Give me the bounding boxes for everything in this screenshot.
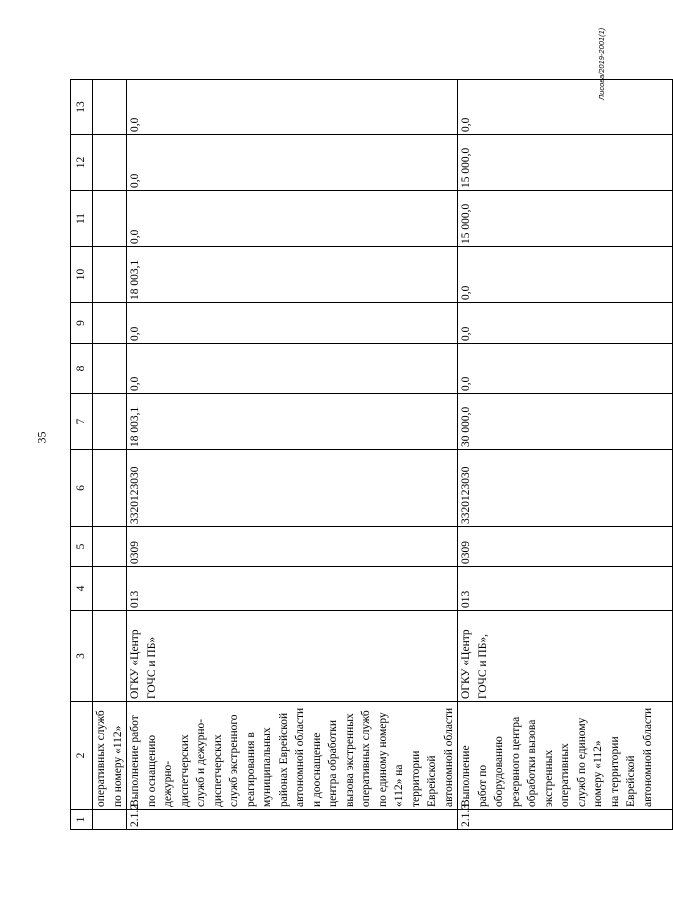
continuation-row — [93, 80, 127, 830]
column-number: 5 — [71, 527, 93, 567]
executor — [127, 611, 458, 702]
text-line: «112» на — [393, 764, 405, 807]
row-number: 2.1.3 — [458, 810, 673, 830]
cell-c9: 0,0 — [127, 303, 458, 344]
budget-table-rotated — [70, 80, 654, 830]
executor — [458, 611, 673, 702]
cell-c12: 15 000,0 — [458, 135, 673, 191]
column-number: 7 — [71, 394, 93, 450]
text-line: районах Еврейской — [277, 712, 290, 807]
measure-title — [127, 702, 458, 810]
column-number-row — [71, 80, 93, 830]
text-line: и дооснащение — [310, 732, 323, 807]
text-line: Выполнение работ — [129, 715, 141, 807]
cell-c9: 0,0 — [458, 303, 673, 344]
text-line: центра обработки — [327, 720, 339, 807]
text-line: реагирования в — [244, 732, 257, 807]
text-line: Еврейской — [625, 755, 637, 807]
text-line: автономной области — [294, 707, 306, 807]
text-line: оперативных — [559, 743, 571, 807]
text-line: обработки вызова — [526, 719, 538, 807]
measure-title — [458, 702, 673, 810]
text-line: служб по единому — [575, 717, 588, 807]
cell-c11: 0,0 — [127, 191, 458, 247]
row-number: 2.1.2 — [127, 810, 458, 830]
text-line: диспетчерских — [178, 734, 191, 807]
cell-c13: 0,0 — [458, 80, 673, 135]
column-number: 6 — [71, 450, 93, 527]
column-number: 10 — [71, 247, 93, 303]
text-line: оборудованию — [493, 736, 505, 807]
text-line: ОГКУ «Центр — [460, 629, 472, 699]
text-line: резервного центра — [509, 716, 522, 807]
text-line: территории — [409, 750, 422, 807]
cell-c4: 013 — [458, 567, 673, 611]
column-number: 12 — [71, 135, 93, 191]
column-number: 11 — [71, 191, 93, 247]
cell-c5: 0309 — [127, 527, 458, 567]
column-number: 13 — [71, 80, 93, 135]
cell-c10: 0,0 — [458, 247, 673, 303]
text-line: оперативных служб — [360, 710, 372, 807]
cell-c6: 3320123030 — [127, 450, 458, 527]
continuation-text — [93, 702, 127, 810]
column-number: 8 — [71, 344, 93, 394]
text-line: оперативных служб — [95, 710, 107, 807]
text-line: ГОЧС и ПБ» — [145, 636, 158, 699]
table-row — [458, 80, 673, 830]
cell-c5: 0309 — [458, 527, 673, 567]
table-row — [127, 80, 458, 830]
column-number: 1 — [71, 810, 93, 830]
text-line: автономной области — [442, 707, 455, 807]
text-line: по номеру «112» — [111, 725, 124, 807]
text-line: диспетчерских — [211, 734, 224, 807]
cell-c12: 0,0 — [127, 135, 458, 191]
text-line: по единому номеру — [376, 712, 389, 807]
cell-c13: 0,0 — [127, 80, 458, 135]
cell-c11: 15 000,0 — [458, 191, 673, 247]
column-number: 4 — [71, 567, 93, 611]
cell-c8: 0,0 — [127, 344, 458, 394]
column-number: 3 — [71, 611, 93, 702]
text-line: ГОЧС и ПБ», — [476, 634, 489, 699]
cell-c8: 0,0 — [458, 344, 673, 394]
cell-c4: 013 — [127, 567, 458, 611]
text-line: служб экстренного — [228, 714, 240, 807]
text-line: номеру «112» — [592, 740, 604, 807]
cell-c10: 18 003,1 — [127, 247, 458, 303]
text-line: служб и дежурно- — [195, 718, 207, 807]
text-line: автономной области — [641, 707, 654, 807]
text-line: ОГКУ «Центр — [129, 629, 141, 699]
text-line: на территории — [608, 736, 621, 807]
document-code: Лисова/2019-2001(1) — [597, 27, 606, 100]
text-line: муниципальных — [261, 727, 273, 807]
page-number: 35 — [34, 431, 49, 444]
text-line: Выполнение — [460, 745, 472, 807]
column-number: 9 — [71, 303, 93, 344]
cell-c7: 18 003,1 — [127, 394, 458, 450]
text-line: дежурно- — [162, 760, 174, 807]
text-line: по оснащению — [145, 734, 158, 807]
text-line: работ по — [476, 764, 489, 807]
text-line: экстренных — [542, 749, 555, 807]
budget-table — [70, 79, 673, 830]
cell-c7: 30 000,0 — [458, 394, 673, 450]
text-line: вызова экстренных — [343, 713, 356, 807]
text-line: Еврейской — [426, 755, 438, 807]
cell-c6: 3320123030 — [458, 450, 673, 527]
column-number: 2 — [71, 702, 93, 810]
